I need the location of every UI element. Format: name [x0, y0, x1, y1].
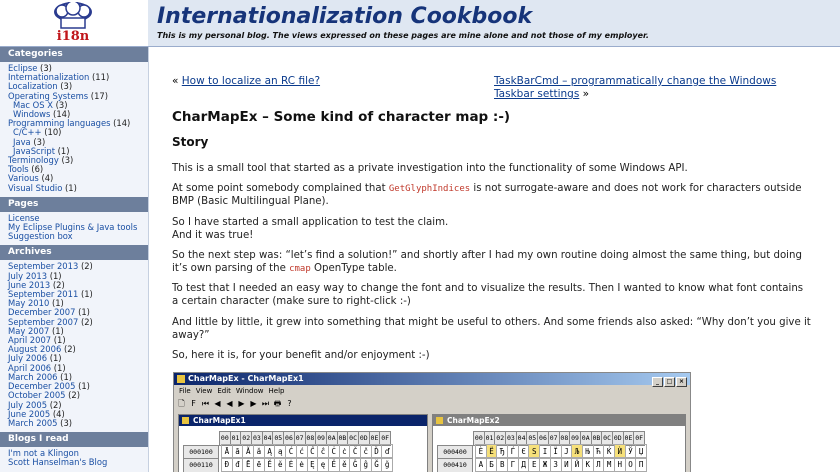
- category-link[interactable]: Mac OS X: [13, 99, 53, 110]
- archive-item: September 2013 (2): [8, 261, 93, 272]
- char-cell[interactable]: В: [496, 457, 508, 472]
- category-link[interactable]: Windows: [13, 109, 51, 120]
- archive-link[interactable]: March 2005: [8, 417, 58, 428]
- blog-item: [8, 458, 148, 467]
- char-cell[interactable]: И: [561, 457, 573, 472]
- category-item: Programming languages (14): [8, 118, 131, 129]
- site-title[interactable]: Internationalization Cookbook: [157, 4, 533, 29]
- category-item: Visual Studio (1): [8, 182, 77, 193]
- paragraph-3: So I have started a small application to test the claim. And it was true!: [172, 217, 449, 241]
- archive-link[interactable]: September 2007: [8, 316, 79, 327]
- archive-item: March 2006 (1): [8, 371, 73, 382]
- pages-list: [0, 212, 148, 246]
- grid-row: [183, 444, 392, 457]
- next-arrow: »: [582, 88, 590, 100]
- archive-item: April 2007 (1): [8, 335, 66, 346]
- archive-item: December 2005 (1): [8, 381, 90, 392]
- category-link[interactable]: Terminology: [8, 155, 59, 166]
- next-post-link[interactable]: TaskBarCmd – programmatically change the Windows Taskbar settings: [494, 75, 777, 100]
- category-link[interactable]: Visual Studio: [8, 182, 63, 193]
- column-header: 0A: [326, 431, 338, 446]
- previous-post: [172, 75, 320, 87]
- column-header: 08: [559, 431, 571, 446]
- char-cell[interactable]: Ѝ: [614, 444, 626, 459]
- archive-link[interactable]: September 2013: [8, 261, 79, 272]
- archive-item: October 2005 (2): [8, 390, 81, 401]
- app-menu-view[interactable]: View: [195, 387, 213, 395]
- column-header: 00: [219, 431, 231, 446]
- page-link[interactable]: Suggestion box: [8, 231, 73, 242]
- next-icon[interactable]: ▶: [238, 399, 245, 408]
- column-header: 01: [484, 431, 496, 446]
- child-2-title: CharMapEx2: [447, 416, 500, 425]
- char-cell[interactable]: Ė: [285, 457, 297, 472]
- logo-area: [0, 0, 148, 46]
- char-cell[interactable]: Ĕ: [264, 457, 276, 472]
- char-cell[interactable]: Ѓ: [507, 444, 519, 459]
- column-header: 0F: [379, 431, 391, 446]
- char-cell[interactable]: Љ: [571, 444, 583, 459]
- char-cell[interactable]: К: [582, 457, 594, 472]
- app-menu-file[interactable]: File: [179, 387, 191, 395]
- char-cell[interactable]: Г: [507, 457, 519, 472]
- categories-list: [0, 62, 148, 197]
- char-cell[interactable]: ċ: [339, 444, 351, 459]
- archive-link[interactable]: June 2005: [8, 408, 51, 419]
- help-icon[interactable]: ?: [287, 399, 292, 408]
- category-link[interactable]: Programming languages: [8, 118, 111, 129]
- app-menubar: [174, 386, 690, 396]
- category-item: Mac OS X (3): [13, 99, 68, 110]
- char-cell[interactable]: Đ: [221, 457, 233, 472]
- char-cell[interactable]: ą: [274, 444, 286, 459]
- char-cell[interactable]: Й: [571, 457, 583, 472]
- archive-link[interactable]: July 2006: [8, 353, 48, 364]
- main-content: [149, 47, 840, 472]
- char-cell[interactable]: ć: [296, 444, 308, 459]
- page-link[interactable]: License: [8, 212, 40, 223]
- char-cell[interactable]: Ĉ: [307, 444, 319, 459]
- char-cell[interactable]: Ѐ: [475, 444, 487, 459]
- char-cell[interactable]: ĕ: [274, 457, 286, 472]
- column-header: 0C: [601, 431, 613, 446]
- char-cell[interactable]: ě: [339, 457, 351, 472]
- archive-link[interactable]: April 2007: [8, 335, 52, 346]
- app-window-title: CharMapEx - CharMapEx1: [188, 374, 304, 383]
- next-post: [494, 75, 804, 101]
- archive-item: July 2005 (2): [8, 399, 62, 410]
- paragraph-4: So the next step was: “let’s find a solution!” and shortly after I had my own routine doing almost the same thing, but doing it’s own parsing of the cmap OpenType table.: [172, 250, 802, 274]
- char-cell[interactable]: Е: [528, 457, 540, 472]
- category-link[interactable]: Java: [13, 136, 31, 147]
- app-toolbar: [176, 397, 296, 411]
- char-cell[interactable]: Ğ: [371, 457, 383, 472]
- paragraph-7: So, here it is, for your benefit and/or enjoyment :-): [172, 350, 430, 361]
- char-cell[interactable]: Ј: [561, 444, 573, 459]
- char-cell[interactable]: Б: [486, 457, 498, 472]
- char-cell[interactable]: ğ: [381, 457, 393, 472]
- category-item: C/C++ (10): [13, 127, 62, 138]
- column-header: 01: [230, 431, 242, 446]
- page-link[interactable]: My Eclipse Plugins & Java tools: [8, 222, 138, 233]
- archive-link[interactable]: December 2007: [8, 307, 76, 318]
- char-cell[interactable]: Ў: [625, 444, 637, 459]
- column-header: 0B: [591, 431, 603, 446]
- font-icon[interactable]: F: [191, 399, 196, 408]
- char-cell[interactable]: Ā: [221, 444, 233, 459]
- column-header: 06: [537, 431, 549, 446]
- grid-header-row: [437, 431, 646, 444]
- archive-item: May 2007 (1): [8, 325, 64, 336]
- archive-link[interactable]: July 2013: [8, 270, 48, 281]
- column-header: 04: [262, 431, 274, 446]
- char-cell[interactable]: Ē: [242, 457, 254, 472]
- column-header: 05: [272, 431, 284, 446]
- char-cell[interactable]: Ě: [328, 457, 340, 472]
- char-cell[interactable]: Ď: [371, 444, 383, 459]
- char-cell[interactable]: Њ: [582, 444, 594, 459]
- char-cell[interactable]: Ж: [539, 457, 551, 472]
- row-address: 000400: [437, 445, 473, 460]
- char-cell[interactable]: ā: [232, 444, 244, 459]
- new-icon[interactable]: 🗋: [178, 399, 185, 408]
- column-header: 02: [494, 431, 506, 446]
- category-link[interactable]: Operating Systems: [8, 90, 89, 101]
- char-grid-1: [183, 431, 392, 470]
- prev-page-icon[interactable]: ◀: [214, 399, 221, 408]
- column-header: 00: [473, 431, 485, 446]
- paragraph-5: To test that I needed an easy way to change the font and to visualize the results. Then I wanted to know what font contains a certain character (make sure to right-click :-): [172, 283, 804, 307]
- archive-item: September 2007 (2): [8, 316, 93, 327]
- child-1-icon: [182, 417, 189, 424]
- category-link[interactable]: Tools: [8, 164, 29, 175]
- archive-link[interactable]: April 2006: [8, 362, 52, 373]
- column-header: 0F: [633, 431, 645, 446]
- char-cell[interactable]: Ќ: [603, 444, 615, 459]
- paragraph-1: This is a small tool that started as a private investigation into the functionality of some Windows API.: [172, 163, 688, 174]
- archive-item: June 2013 (2): [8, 279, 65, 290]
- category-link[interactable]: Various: [8, 173, 39, 184]
- child-1-title: CharMapEx1: [193, 416, 246, 425]
- child-2-icon: [436, 417, 443, 424]
- archive-item: September 2011 (1): [8, 289, 93, 300]
- char-cell[interactable]: ď: [381, 444, 393, 459]
- char-grid-2: [437, 431, 646, 470]
- archive-item: June 2005 (4): [8, 408, 65, 419]
- last-icon[interactable]: ⏭: [261, 399, 270, 408]
- blog-link[interactable]: Scott Hanselman's Blog: [8, 457, 108, 468]
- row-address: 000100: [183, 445, 219, 460]
- category-item: Operating Systems (17): [8, 90, 108, 101]
- column-header: 03: [251, 431, 263, 446]
- column-header: 0E: [369, 431, 381, 446]
- previous-post-link[interactable]: How to localize an RC file?: [181, 75, 321, 87]
- char-cell[interactable]: Л: [593, 457, 605, 472]
- char-cell[interactable]: А: [475, 457, 487, 472]
- paragraph-2: At some point somebody complained that GetGlyphIndices is not surrogate-aware and does not work for characters outside BMP (Basic Multilingual Plane).: [172, 183, 802, 207]
- char-cell[interactable]: Ă: [242, 444, 254, 459]
- char-cell[interactable]: Д: [518, 457, 530, 472]
- column-header: 03: [505, 431, 517, 446]
- prev-icon[interactable]: ◀: [226, 399, 233, 408]
- char-cell[interactable]: Н: [614, 457, 626, 472]
- char-cell[interactable]: ĝ: [360, 457, 372, 472]
- blog-link[interactable]: I'm not a Klingon: [8, 448, 79, 459]
- category-item: Various (4): [8, 173, 54, 184]
- archive-item: April 2006 (1): [8, 362, 66, 373]
- char-cell[interactable]: І: [539, 444, 551, 459]
- categories-heading: Categories: [0, 47, 148, 62]
- next-page-icon[interactable]: ▶: [250, 399, 257, 408]
- i18n-chef-hat-logo[interactable]: [50, 2, 96, 44]
- archive-item: August 2006 (2): [8, 344, 76, 355]
- archive-item: July 2006 (1): [8, 353, 62, 364]
- category-link[interactable]: JavaScript: [13, 145, 55, 156]
- category-item: Tools (6): [8, 164, 44, 175]
- blogs-heading: Blogs I read: [0, 432, 148, 447]
- char-cell[interactable]: П: [635, 457, 647, 472]
- maximize-icon: □: [664, 377, 675, 387]
- column-header: 05: [526, 431, 538, 446]
- category-item: JavaScript (1): [13, 145, 70, 156]
- category-link[interactable]: Localization: [8, 81, 58, 92]
- char-cell[interactable]: Ą: [264, 444, 276, 459]
- child-1-titlebar: [179, 415, 427, 426]
- char-cell[interactable]: Џ: [635, 444, 647, 459]
- char-cell[interactable]: Ї: [550, 444, 562, 459]
- char-cell[interactable]: О: [625, 457, 637, 472]
- char-cell[interactable]: М: [603, 457, 615, 472]
- archive-link[interactable]: May 2010: [8, 298, 50, 309]
- app-titlebar: [174, 373, 690, 385]
- column-header: 06: [283, 431, 295, 446]
- app-menu-edit[interactable]: Edit: [217, 387, 231, 395]
- minimize-icon: _: [652, 377, 663, 387]
- row-address: 000110: [183, 458, 219, 472]
- char-cell[interactable]: Ђ: [496, 444, 508, 459]
- column-header: 0E: [623, 431, 635, 446]
- archive-link[interactable]: August 2006: [8, 344, 62, 355]
- char-cell[interactable]: ă: [253, 444, 265, 459]
- sidebar: [0, 47, 149, 472]
- column-header: 04: [516, 431, 528, 446]
- grid-row: [437, 444, 646, 457]
- svg-text:i18n: i18n: [56, 29, 90, 44]
- child-window-1: [178, 414, 428, 472]
- archive-link[interactable]: March 2006: [8, 371, 58, 382]
- child-window-2: [432, 414, 686, 472]
- grid-row: [183, 457, 392, 470]
- site-header: [0, 0, 840, 47]
- blogs-list: [0, 447, 148, 471]
- category-item: Terminology (3): [8, 155, 74, 166]
- archive-item: March 2005 (3): [8, 417, 73, 428]
- column-header: 0C: [347, 431, 359, 446]
- column-header: 07: [294, 431, 306, 446]
- column-header: 07: [548, 431, 560, 446]
- archive-link[interactable]: October 2005: [8, 390, 66, 401]
- archive-link[interactable]: December 2005: [8, 381, 76, 392]
- archive-link[interactable]: May 2007: [8, 325, 50, 336]
- column-header: 0A: [580, 431, 592, 446]
- close-icon: ×: [676, 377, 687, 387]
- archive-item: July 2013 (1): [8, 270, 62, 281]
- post-title: CharMapEx – Some kind of character map :-): [172, 109, 511, 125]
- grid-header-row: [183, 431, 392, 444]
- column-header: 08: [305, 431, 317, 446]
- paragraph-6: And little by little, it grew into something that might be useful to others. And some friends also asked: “Why don’t you give it away?”: [172, 317, 811, 341]
- char-cell[interactable]: ę: [317, 457, 329, 472]
- archive-link[interactable]: September 2011: [8, 289, 79, 300]
- char-cell[interactable]: Č: [349, 444, 361, 459]
- category-link[interactable]: Internationalization: [8, 72, 90, 83]
- char-cell[interactable]: Ċ: [328, 444, 340, 459]
- row-address: 000410: [437, 458, 473, 472]
- category-item: Internationalization (11): [8, 72, 110, 83]
- app-menu-help[interactable]: Help: [268, 387, 285, 395]
- column-header: 0D: [358, 431, 370, 446]
- prev-arrow: «: [172, 75, 179, 87]
- code-cmap: cmap: [289, 263, 311, 274]
- category-item: Java (3): [13, 136, 46, 147]
- char-cell[interactable]: ė: [296, 457, 308, 472]
- char-cell[interactable]: Ę: [307, 457, 319, 472]
- char-cell[interactable]: Ѕ: [528, 444, 540, 459]
- column-header: 02: [240, 431, 252, 446]
- print-icon[interactable]: 🖶: [273, 399, 282, 408]
- char-cell[interactable]: Ћ: [593, 444, 605, 459]
- pages-heading: Pages: [0, 197, 148, 212]
- archive-item: December 2007 (1): [8, 307, 90, 318]
- grid-row: [437, 457, 646, 470]
- char-cell[interactable]: Ć: [285, 444, 297, 459]
- page-item: [8, 232, 148, 241]
- char-cell[interactable]: Є: [518, 444, 530, 459]
- category-link[interactable]: Eclipse: [8, 63, 38, 73]
- column-header: 0B: [337, 431, 349, 446]
- archives-list: [0, 260, 148, 432]
- charmapex-screenshot: [173, 372, 691, 472]
- category-item: Eclipse (3): [8, 63, 52, 73]
- archives-heading: Archives: [0, 245, 148, 260]
- char-cell[interactable]: З: [550, 457, 562, 472]
- story-heading: Story: [172, 135, 209, 149]
- column-header: 09: [315, 431, 327, 446]
- code-getglyphindices: GetGlyphIndices: [388, 184, 471, 194]
- app-menu-window[interactable]: Window: [235, 387, 264, 395]
- category-item: Localization (3): [8, 81, 73, 92]
- column-header: 0D: [612, 431, 624, 446]
- char-cell[interactable]: ē: [253, 457, 265, 472]
- char-cell[interactable]: đ: [232, 457, 244, 472]
- child-2-titlebar: [433, 415, 685, 426]
- archive-link[interactable]: July 2005: [8, 399, 48, 410]
- archive-item: May 2010 (1): [8, 298, 64, 309]
- char-cell[interactable]: č: [360, 444, 372, 459]
- char-cell[interactable]: Ё: [486, 444, 498, 459]
- app-icon: [177, 375, 185, 383]
- column-header: 09: [569, 431, 581, 446]
- site-tagline: This is my personal blog. The views expressed on these pages are mine alone and not those of my employer.: [157, 31, 649, 40]
- first-icon[interactable]: ⏮: [201, 399, 210, 408]
- category-item: Windows (14): [13, 109, 71, 120]
- char-cell[interactable]: ĉ: [317, 444, 329, 459]
- archive-link[interactable]: June 2013: [8, 279, 51, 290]
- char-cell[interactable]: Ĝ: [349, 457, 361, 472]
- category-link[interactable]: C/C++: [13, 127, 42, 138]
